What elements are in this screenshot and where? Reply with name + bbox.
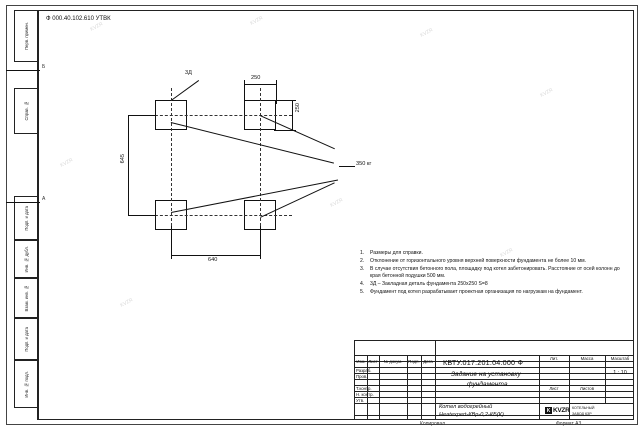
frame-mark-a: А — [42, 196, 46, 202]
stamp-lit-header: Лит. — [550, 355, 558, 361]
watermark: KVZR — [89, 21, 104, 33]
left-cell-inv-podl — [14, 360, 38, 408]
dim-left-height: 645 — [120, 154, 126, 164]
left-cell-first-use — [14, 10, 38, 62]
company-logo — [545, 407, 570, 414]
frame-tick-line — [6, 70, 40, 71]
note-item — [360, 250, 626, 257]
left-cell-label: Перв. примен. — [23, 22, 29, 50]
stamp-sheet-label: Лист — [549, 385, 559, 391]
dim-left-line — [128, 115, 129, 215]
copied-label: Копировал — [420, 421, 446, 427]
sheet-designation-top: Ф 000.40.102.610 УТВК — [46, 16, 111, 22]
axis-vertical-right — [260, 88, 261, 246]
note-item — [360, 281, 626, 288]
dim-right-line — [292, 100, 293, 130]
watermark: KVZR — [419, 27, 434, 39]
note-item — [360, 289, 626, 296]
watermark: KVZR — [119, 297, 134, 309]
watermark: KVZR — [329, 197, 344, 209]
stamp-title-line1: Задание на установку — [451, 371, 521, 378]
note-number: 3. — [360, 265, 365, 272]
callout-leader-3d — [171, 80, 199, 101]
note-number: 2. — [360, 257, 365, 264]
dim-ext-line — [128, 215, 156, 216]
dim-ext-line — [128, 115, 156, 116]
company-line2: ЗАВОД КЗР — [572, 412, 592, 416]
axis-horizontal-top — [140, 115, 292, 116]
stamp-title-line2: фундамента — [467, 381, 508, 388]
note-text: Отклонение от горизонтального уровня верхней поверхности фундамента не более 10 мм. — [370, 257, 586, 264]
callout-3d: 3Д — [185, 70, 192, 76]
stamp-product-line2: Heatexpert-КВр-0,2-КБ(К) — [439, 412, 504, 418]
callout-load: 350 кг — [356, 161, 372, 167]
dim-top-line — [244, 84, 276, 85]
left-cell-label: Взам. инв. № — [23, 284, 29, 312]
dim-ext-line — [244, 80, 245, 104]
left-cell-label: Инв. № дубл. — [23, 245, 29, 273]
dim-bottom-line — [171, 255, 260, 256]
axis-horizontal-bottom — [140, 215, 292, 216]
note-item — [360, 266, 626, 281]
note-number: 5. — [360, 288, 365, 295]
watermark: KVZR — [249, 15, 264, 27]
left-cell-vzam-inv — [14, 278, 38, 318]
load-leader-shelf — [339, 166, 355, 167]
stamp-role-developer: Разраб. — [356, 367, 372, 373]
note-text: В случае отсутствия бетонного пола, площадку под котел забетонировать. Расстояние от осей колонн до края бетонной подушки 500 мм. — [370, 265, 620, 280]
stamp-product-line1: Котел водогрейный — [439, 404, 493, 410]
dim-right-height: 250 — [295, 103, 301, 113]
left-cell-label: Подп. и дата — [23, 326, 29, 352]
format-label: Формат А3 — [556, 421, 582, 427]
watermark: KVZR — [59, 157, 74, 169]
dim-top-width: 250 — [251, 75, 261, 81]
left-cell-label: Подп. и дата — [23, 205, 29, 231]
note-text: Фундамент под котел разрабатывает проектная организация по нагрузкам на фундамент. — [370, 288, 583, 295]
stamp-mass-header: Масса — [580, 355, 594, 361]
axis-vertical-left — [171, 88, 172, 246]
watermark: KVZR — [499, 247, 514, 259]
stamp-col-date: Дата — [423, 358, 433, 364]
company-line1: КОТЕЛЬНЫЙ — [572, 406, 595, 410]
note-text: Размеры для справки. — [370, 250, 423, 256]
title-block — [354, 340, 634, 420]
left-cell-reference — [14, 88, 38, 134]
note-text: 3Д – Закладная деталь фундамента 250х250 S=8 — [370, 281, 488, 287]
left-cell-label: Инв. № подл. — [23, 370, 29, 398]
stamp-designation: КВТУ.017.201.04.000 Ф — [443, 358, 524, 367]
stamp-col-docno: № докум. — [383, 358, 403, 364]
stamp-role-ncontrol: Н. контр. — [356, 391, 374, 397]
note-item — [360, 258, 626, 265]
stamp-col-change: Изм. — [356, 358, 366, 364]
watermark: KVZR — [539, 87, 554, 99]
logo-badge-icon: K — [546, 407, 551, 414]
dim-ext-line — [274, 100, 296, 101]
dim-ext-line — [260, 226, 261, 259]
dim-ext-line — [171, 226, 172, 259]
note-number: 1. — [360, 250, 365, 256]
stamp-role-approver: Утв. — [356, 397, 365, 403]
left-cell-sign-date-2 — [14, 318, 38, 360]
stamp-scale-value: 1 : 10 — [613, 370, 627, 376]
frame-tick-line — [6, 202, 40, 203]
logo-text: KVZR — [553, 407, 570, 414]
left-cell-inv-dubl — [14, 240, 38, 278]
frame-mark-b: Б — [42, 64, 46, 70]
dim-bottom-width: 640 — [208, 257, 218, 263]
stamp-col-sign: Подп. — [408, 358, 420, 364]
stamp-scale-header: Масштаб — [610, 355, 630, 361]
load-leader-2 — [260, 115, 335, 149]
note-number: 4. — [360, 281, 365, 287]
stamp-role-tcontrol: Т.контр. — [356, 385, 372, 391]
stamp-role-checker: Пров. — [356, 373, 368, 379]
left-cell-label: Справ. № — [23, 101, 29, 121]
stamp-sheets-label: Листов — [580, 385, 594, 391]
technical-notes — [360, 250, 626, 297]
stamp-col-sheet: Лист — [368, 358, 378, 364]
